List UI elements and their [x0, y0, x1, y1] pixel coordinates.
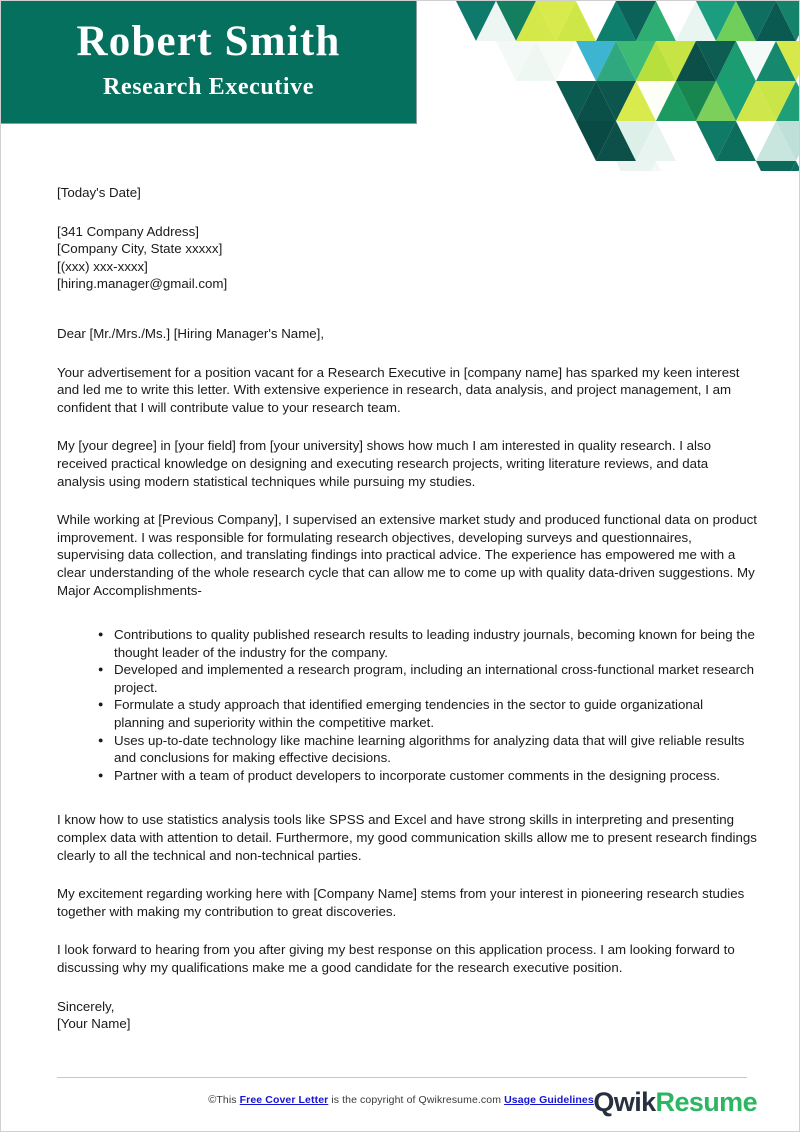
date-line: [Today's Date] — [57, 185, 141, 200]
paragraph-closing: I look forward to hearing from you after giving my best response on this application process. I am looking forward to discussing why my qualifications make me a good candidate for the research executive position. — [57, 942, 735, 975]
spacer — [57, 599, 757, 626]
spacer — [57, 977, 757, 998]
paragraph-motivation: My excitement regarding working here with [Company Name] stems from your interest in pioneering research studies together with making my contribution to great discoveries. — [57, 886, 745, 919]
spacer — [57, 490, 757, 511]
paragraph-education: My [your degree] in [your field] from [your university] shows how much I am interested in quality research. I also received practical knowledge on designing and executing research projects, writing literature reviews, and data analysis using modern statistical techniques while pursuing my studies. — [57, 438, 712, 489]
spacer — [57, 343, 757, 364]
qwikresume-logo[interactable] — [593, 1087, 757, 1118]
copyright-text-middle: is the copyright of Qwikresume.com — [328, 1094, 505, 1106]
list-item: ● Contributions to quality published research results to leading industry journals, becoming known for being the thought leader of the industry for the company. — [57, 626, 757, 661]
letter-header — [1, 1, 800, 171]
spacer — [57, 920, 757, 941]
list-item: ● Partner with a team of product developers to incorporate customer comments in the designing process. — [57, 767, 757, 785]
recipient-email: [hiring.manager@gmail.com] — [57, 276, 228, 292]
spacer — [57, 416, 757, 437]
salutation: Dear [Mr./Mrs./Ms.] [Hiring Manager's Name], — [57, 325, 325, 341]
list-item: ● Uses up-to-date technology like machine learning algorithms for analyzing data that will give reliable results and conclusions for making effective decisions. — [57, 732, 757, 767]
copyright-icon: © — [208, 1094, 217, 1106]
sign-off: Sincerely, — [57, 998, 115, 1014]
list-item: ● Formulate a study approach that identified emerging tendencies in the sector to guide organizational planning and superiority within the competitive market. — [57, 696, 757, 731]
signature-name: [Your Name] — [57, 1016, 131, 1032]
spacer — [57, 293, 757, 325]
copyright-text-before: This — [216, 1094, 240, 1106]
footer-divider — [57, 1077, 747, 1078]
paragraph-intro: Your advertisement for a position vacant for a Research Executive in [company name] has sparked my keen interest and led me to write this letter. With extensive experience in research, data analysis, and project management, I am confident that I will contribute value to your research team. — [57, 364, 740, 415]
brand-name-part-one: Qwik — [593, 1087, 656, 1117]
usage-guidelines-link[interactable]: Usage Guidelines — [504, 1094, 594, 1106]
letter-content — [57, 184, 757, 1033]
free-cover-letter-link[interactable]: Free Cover Letter — [239, 1094, 329, 1106]
triangle-mosaic-decoration — [436, 1, 800, 171]
triangle-mosaic-svg — [436, 1, 800, 171]
spacer — [57, 784, 757, 811]
spacer — [57, 202, 757, 223]
job-title: Research Executive — [103, 74, 314, 101]
page-title: Robert Smith — [76, 17, 341, 65]
recipient-address-line-2: [Company City, State xxxxx] — [57, 241, 223, 257]
page-footer — [1, 1085, 800, 1132]
recipient-phone: [(xxx) xxx-xxxx] — [57, 258, 148, 274]
accomplishments-list — [57, 626, 757, 784]
recipient-address-line-1: [341 Company Address] — [57, 223, 199, 239]
paragraph-experience: While working at [Previous Company], I supervised an extensive market study and produced functional data on product improvement. I was responsible for formulating research objectives, developing surveys and questionnaires, supervising data collection, and translating findings into practical advice. The experience has empowered me with a clear understanding of the whole research cycle that can allow me to come up with quality data-driven suggestions. My Major Accomplishments- — [57, 512, 757, 598]
paragraph-skills: I know how to use statistics analysis tools like SPSS and Excel and have strong skills in interpreting and presenting complex data with attention to detail. Furthermore, my good communication skills allow me to present research findings clearly to all the technical and non-technical parties. — [57, 812, 757, 863]
name-banner — [1, 1, 417, 124]
list-item: ● Developed and implemented a research program, including an international cross-functional market research project. — [57, 661, 757, 696]
spacer — [57, 864, 757, 885]
brand-name-part-two: Resume — [655, 1087, 757, 1117]
